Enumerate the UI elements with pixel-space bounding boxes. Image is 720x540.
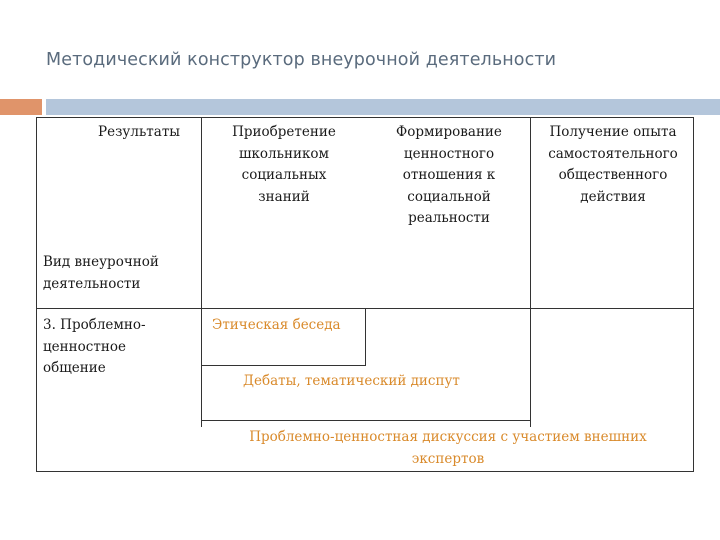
row-type-label: Вид внеурочной деятельности [43,254,159,292]
accent-bar-blue [46,99,720,115]
header-social-action: Получение опыта самостоятельного общественного действия [548,124,678,205]
header-social-knowledge: Приобретение школьником социальных знаний [232,124,336,205]
row-label: 3. Проблемно-ценностное общение [43,317,146,376]
slide-title: Методический конструктор внеурочной деятельности [46,50,557,70]
level1-bottom-border [201,365,366,366]
accent-bar-orange [0,99,42,115]
header-value-attitude: Формирование ценностного отношения к социальной реальности [396,124,502,226]
form-debates: Дебаты, тематический диспут [243,373,460,389]
form-discussion: Проблемно-ценностная дискуссия с участием внешних экспертов [249,429,647,467]
col-divider-3 [530,117,531,427]
col-divider-1 [201,117,202,427]
level1-right-border [365,308,366,366]
results-label: Результаты [98,124,181,140]
form-ethical-talk: Этическая беседа [212,317,341,333]
level2-bottom-border [201,420,531,421]
